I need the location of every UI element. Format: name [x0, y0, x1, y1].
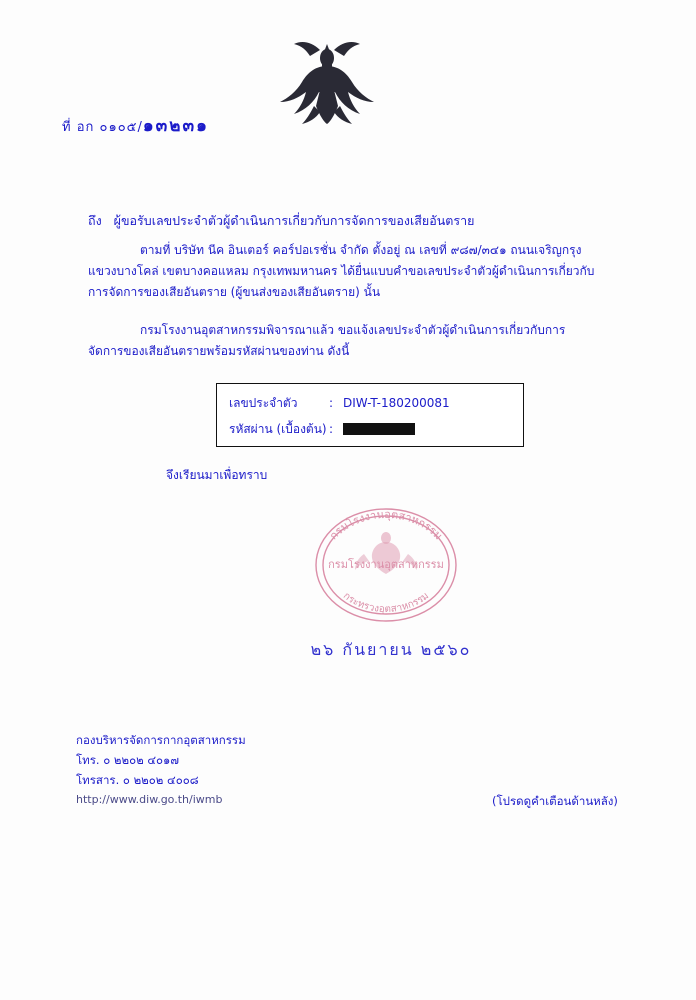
credential-id-value: DIW-T-180200081 — [343, 396, 450, 410]
svg-text:กระทรวงอุตสาหกรรม — [341, 590, 431, 615]
to-recipient: ผู้ขอรับเลขประจำตัวผู้ดำเนินการเกี่ยวกับการจัดการของเสียอันตราย — [113, 213, 475, 228]
addressee-line — [88, 211, 474, 231]
body-paragraph-2: กรมโรงงานอุตสาหกรรมพิจารณาแล้ว ขอแจ้งเลขประจำตัวผู้ดำเนินการเกี่ยวกับการจัดการของเสียอันตรายพร้อมรหัสผ่านของท่าน ดังนี้ — [88, 323, 566, 358]
seal-top-text: กรมโรงงานอุตสาหกรรม — [326, 507, 446, 543]
official-seal — [306, 502, 466, 628]
to-label: ถึง — [88, 213, 102, 228]
footer-office: กองบริหารจัดการกากอุตสาหกรรม — [76, 733, 246, 747]
credential-password-row — [229, 420, 415, 439]
body-paragraph-1: ตามที่ บริษัท นีค อินเตอร์ คอร์ปอเรชั่น จำกัด ตั้งอยู่ ณ เลขที่ ๙๘๗/๓๔๑ ถนนเจริญกรุง แขวงบางโคล่ เขตบางคอแหลม กรุงเทพมหานคร ได้ยื่นแบบคำขอเลขประจำตัวผู้ดำเนินการเกี่ยวกับการจัดการของเสียอันตราย (ผู้ขนส่งของเสียอันตราย) นั้น — [88, 243, 595, 299]
footer-fax: โทรสาร. ๐ ๒๒๐๒ ๔๐๐๘ — [76, 773, 199, 787]
credential-id-colon: : — [329, 396, 334, 410]
credential-password-label: รหัสผ่าน (เบื้องต้น) — [229, 422, 327, 436]
credential-password-colon: : — [329, 422, 334, 436]
footer-contact — [76, 730, 246, 810]
footer-phone: โทร. ๐ ๒๒๐๒ ๔๐๑๗ — [76, 753, 180, 767]
redaction-bar — [343, 423, 415, 435]
document-reference — [62, 112, 209, 139]
reference-prefix: ที่ อก ๐๑๐๕/ — [62, 120, 143, 135]
seal-bottom-text: กระทรวงอุตสาหกรรม — [340, 590, 432, 616]
credential-id-label: เลขประจำตัว — [229, 396, 298, 410]
footer-url[interactable]: http://www.diw.go.th/iwmb — [76, 793, 223, 806]
credentials-box — [216, 383, 524, 447]
closing-line: จึงเรียนมาเพื่อทราบ — [166, 468, 268, 482]
seal-date: ๒๖ กันยายน ๒๕๖๐ — [310, 640, 472, 659]
reference-number: ๑๓๒๓๑ — [142, 116, 209, 136]
seal-center-text: กรมโรงงานอุตสาหกรรม — [328, 558, 444, 571]
garuda-emblem — [272, 36, 382, 126]
footer-note: (โปรดดูคำเตือนด้านหลัง) — [492, 794, 618, 808]
credential-id-row — [229, 394, 450, 413]
